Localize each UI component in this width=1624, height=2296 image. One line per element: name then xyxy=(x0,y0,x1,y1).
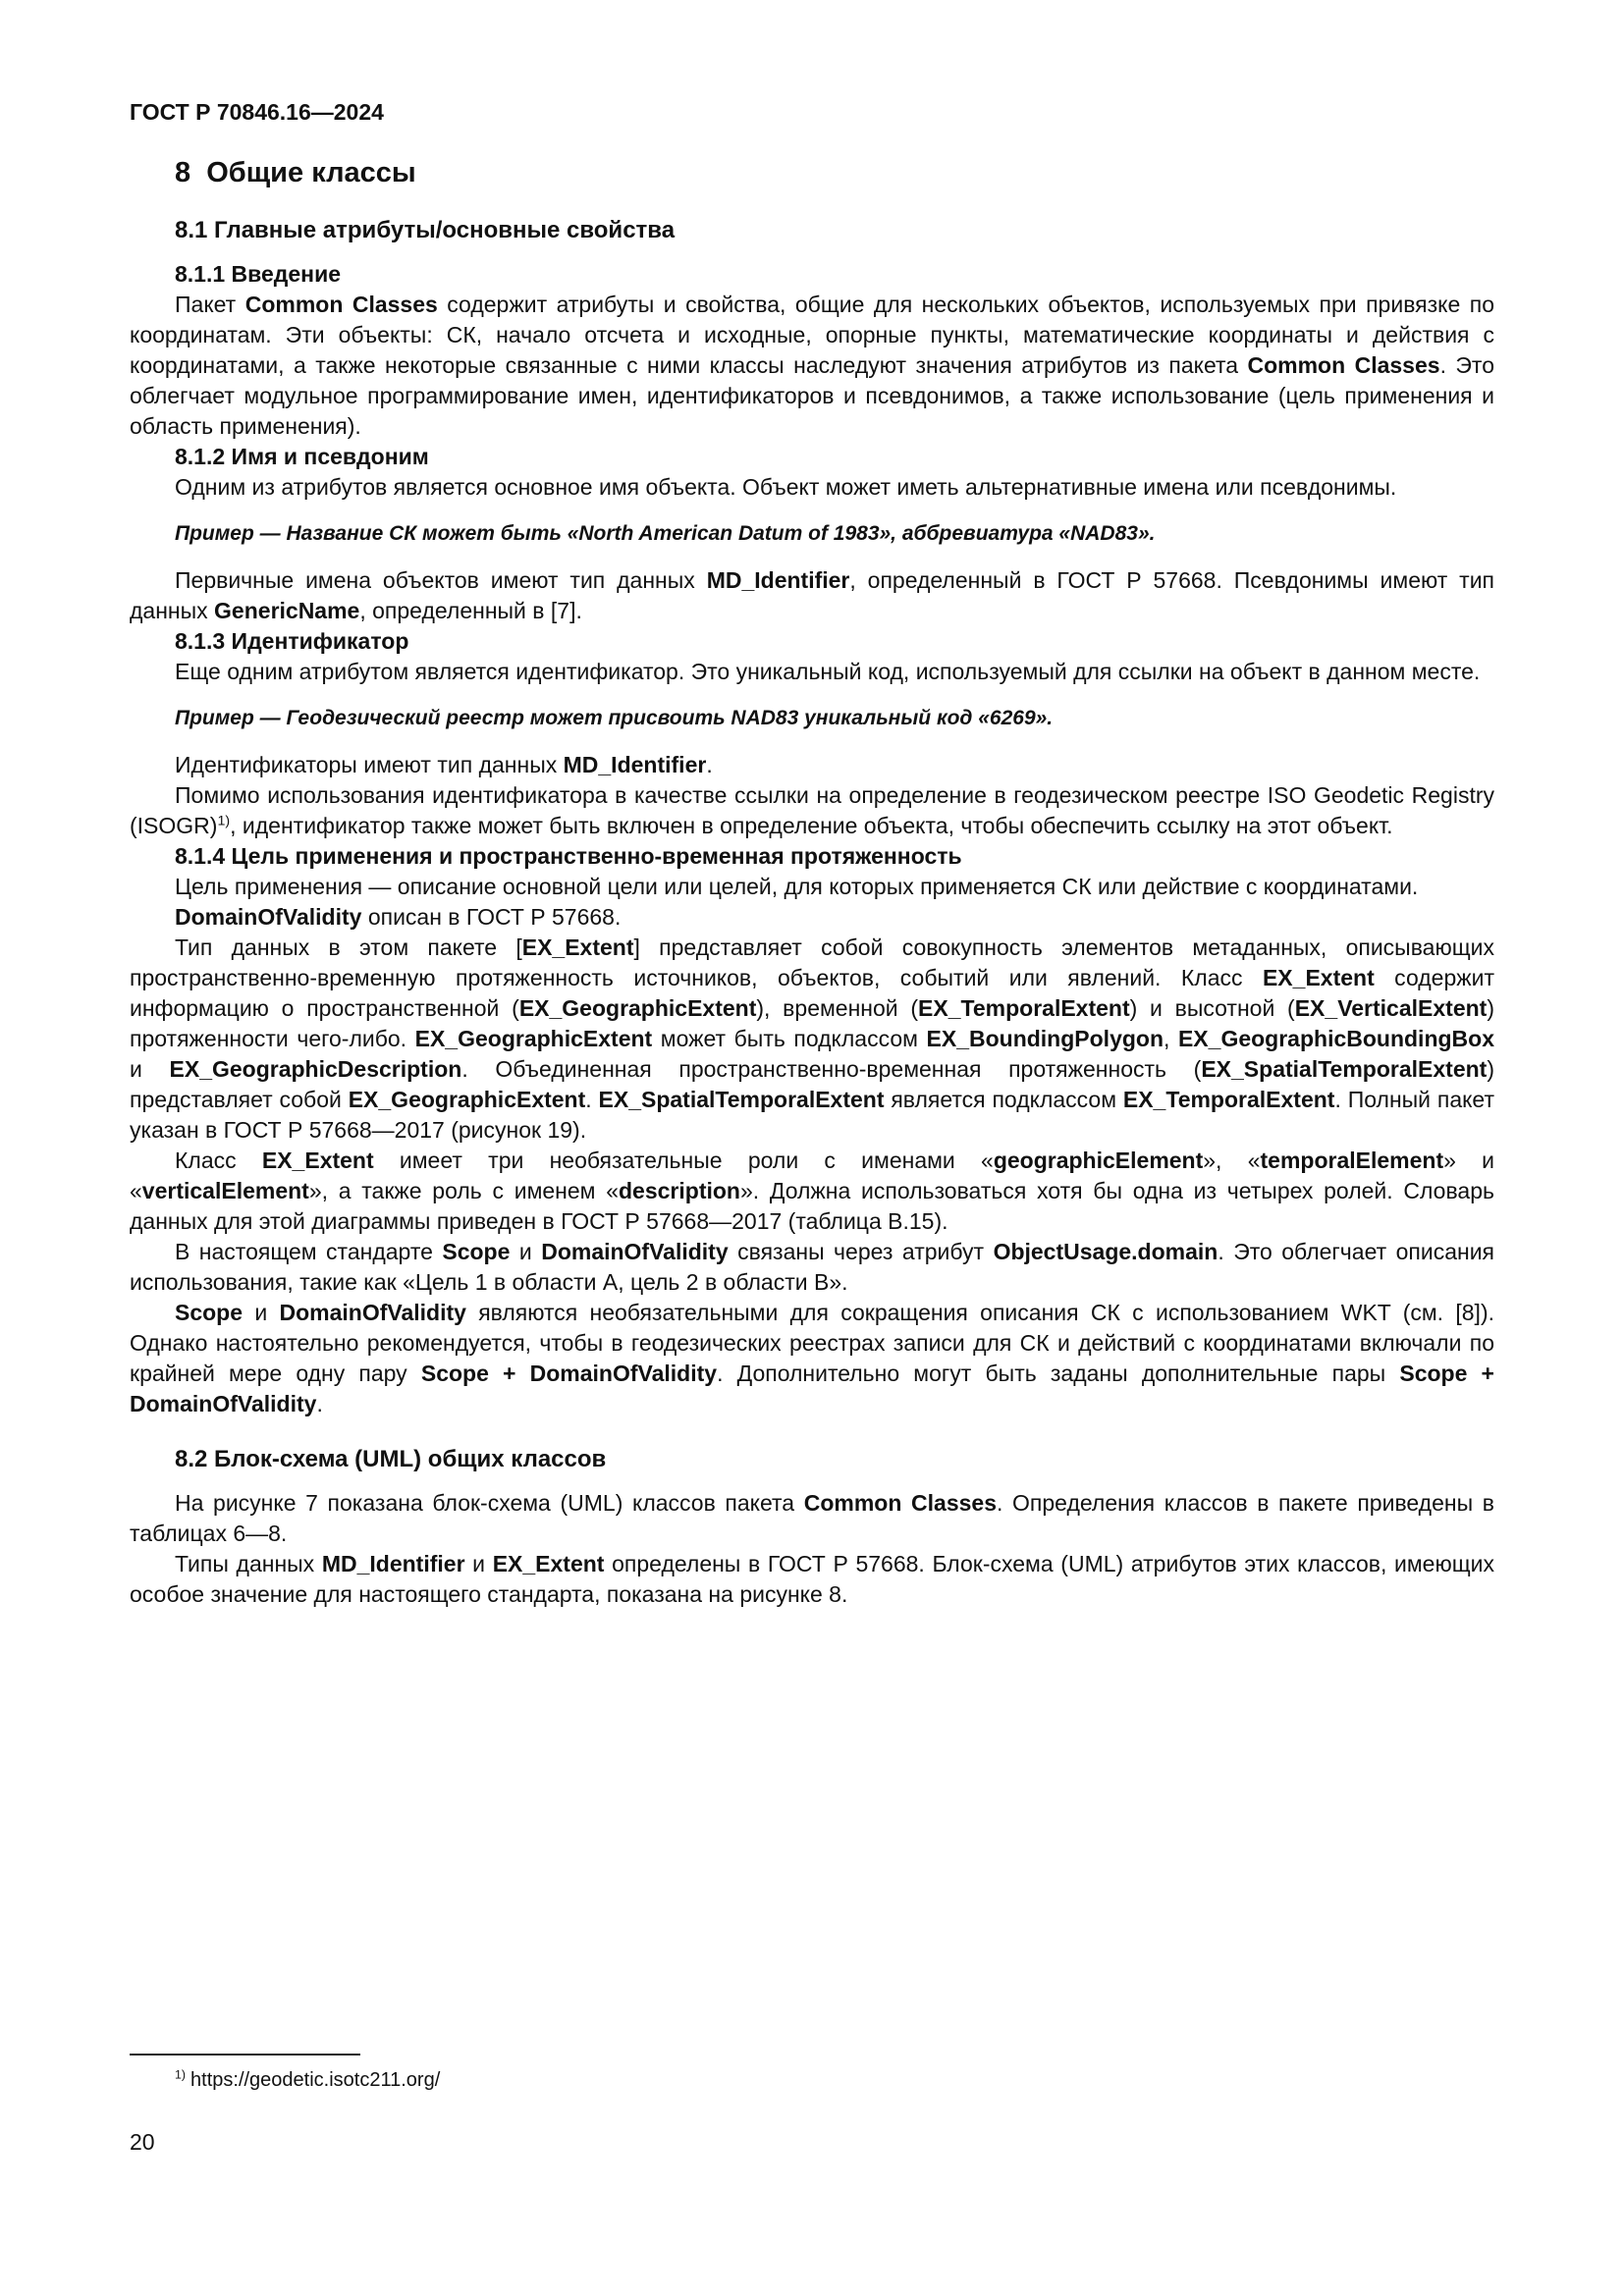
clause-heading: 8.1.4 Цель применения и пространственно-временная протяженность xyxy=(175,843,962,869)
page-number: 20 xyxy=(130,2129,155,2155)
footnote-separator xyxy=(130,2054,360,2056)
paragraph: Помимо использования идентификатора в качестве ссылки на определение в геодезическом реестре ISO Geodetic Registry (ISOGR)$^{1)}$, идентификатор также может быть включен в определение объекта, чтобы обеспечить ссылку на этот объект. xyxy=(130,782,1494,838)
clause-heading: 8.1.2 Имя и псевдоним xyxy=(175,444,429,469)
paragraph: Класс EX_Extent имеет три необязательные роли с именами «geographicElement», «temporalElement» и «verticalElement», а также роль с именем «description». Должна использоваться хотя бы одна из четырех ролей. Словарь данных для этой диаграммы приведен в ГОСТ Р 57668—2017 (таблица В.15). xyxy=(130,1148,1495,1234)
paragraph: Одним из атрибутов является основное имя объекта. Объект может иметь альтернативные имена или псевдонимы. xyxy=(175,474,1397,500)
paragraph: Пакет Common Classes содержит атрибуты и свойства, общие для нескольких объектов, используемых при привязке по координатам. Эти объекты: СК, начало отсчета и исходные, опорные пункты, математические координаты и действия с координатами, а также некоторые связанные с ними классы наследуют значения атрибутов из пакета Common Classes. Это облегчает модульное программирование имен, идентификаторов и псевдонимов, а также использование (цель применения и область применения). xyxy=(130,292,1495,439)
example-note: Пример — Название СК может быть «North American Datum of 1983», аббревиатура «NAD83». xyxy=(175,522,1156,545)
footnote-text: https://geodetic.isotc211.org/ xyxy=(190,2069,441,2091)
footnote-area xyxy=(130,2054,1494,2093)
paragraph: Тип данных в этом пакете [EX_Extent] представляет собой совокупность элементов метаданных, описывающих пространственно-временную протяженность источников, объектов, событий или явлений. Класс EX_Extent содержит информацию о пространственной (EX_GeographicExtent), временной (EX_TemporalExtent) и высотной (EX_VerticalExtent) протяженности чего-либо. EX_GeographicExtent может быть подклассом EX_BoundingPolygon, EX_GeographicBoundingBox и EX_GeographicDescription. Объединенная пространственно-временная протяженность (EX_SpatialTemporalExtent) представляет собой EX_GeographicExtent. EX_SpatialTemporalExtent является подклассом EX_TemporalExtent. Полный пакет указан в ГОСТ Р 57668—2017 (рисунок 19). xyxy=(130,934,1495,1143)
clause-heading: 8.1.1 Введение xyxy=(175,261,341,287)
paragraph: Цель применения — описание основной цели или целей, для которых применяется СК или действие с координатами. xyxy=(175,874,1419,899)
footnote xyxy=(130,2067,1494,2093)
paragraph: Идентификаторы имеют тип данных MD_Identifier. xyxy=(175,752,713,777)
paragraph: На рисунке 7 показана блок-схема (UML) классов пакета Common Classes. Определения классов в пакете приведены в таблицах 6—8. xyxy=(130,1490,1494,1546)
paragraph: Первичные имена объектов имеют тип данных MD_Identifier, определенный в ГОСТ Р 57668. Псевдонимы имеют тип данных GenericName, определенный в [7]. xyxy=(130,567,1494,623)
example-note: Пример — Геодезический реестр может присвоить NAD83 уникальный код «6269». xyxy=(175,707,1054,729)
paragraph: Типы данных MD_Identifier и EX_Extent определены в ГОСТ Р 57668. Блок-схема (UML) атрибутов этих классов, имеющих особое значение для настоящего стандарта, показана на рисунке 8. xyxy=(130,1551,1494,1607)
clause-heading: 8.1.3 Идентификатор xyxy=(175,628,409,654)
paragraph: DomainOfValidity описан в ГОСТ Р 57668. xyxy=(175,904,622,930)
document-content xyxy=(130,155,1494,1610)
document-header: ГОСТ Р 70846.16—2024 xyxy=(130,99,384,125)
footnote-marker: 1) xyxy=(175,2067,187,2082)
paragraph: В настоящем стандарте Scope и DomainOfValidity связаны через атрибут ObjectUsage.domain. Это облегчает описания использования, такие как «Цель 1 в области А, цель 2 в области В». xyxy=(130,1239,1494,1295)
subsection-heading: 8.1 Главные атрибуты/основные свойства xyxy=(175,217,676,243)
paragraph: Еще одним атрибутом является идентификатор. Это уникальный код, используемый для ссылки на объект в данном месте. xyxy=(175,659,1481,684)
section-heading: 8 Общие классы xyxy=(175,157,416,188)
paragraph: Scope и DomainOfValidity являются необязательными для сокращения описания СК с использованием WKT (см. [8]). Однако настоятельно рекомендуется, чтобы в геодезических реестрах записи для СК и действий с координатами включали по крайней мере одну пару Scope + DomainOfValidity. Дополнительно могут быть заданы дополнительные пары Scope + DomainOfValidity. xyxy=(130,1300,1494,1416)
subsection-heading: 8.2 Блок-схема (UML) общих классов xyxy=(175,1446,607,1472)
